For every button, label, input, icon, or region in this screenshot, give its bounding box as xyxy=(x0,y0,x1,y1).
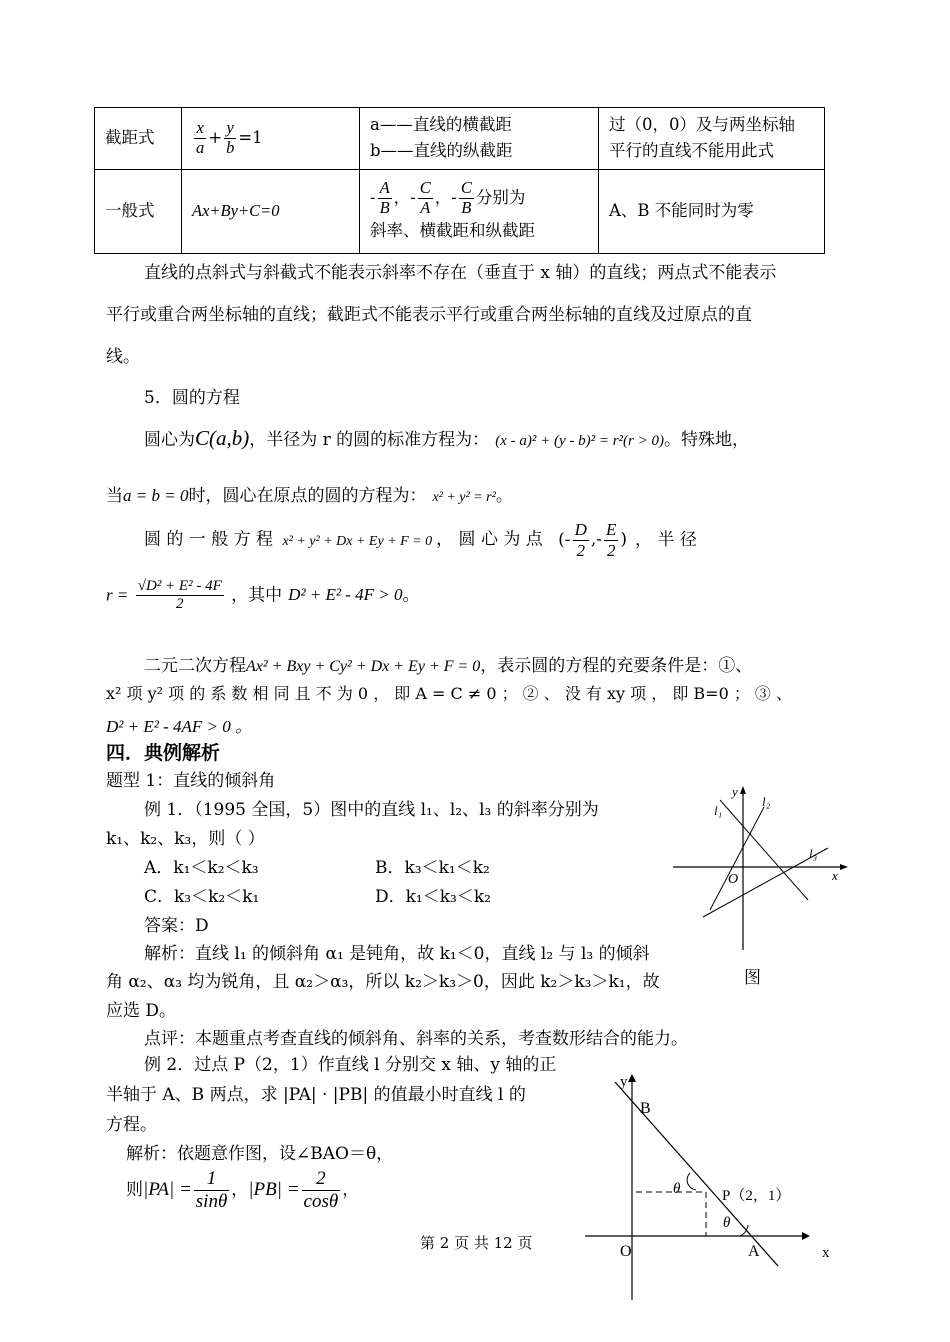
label-b: B xyxy=(640,1100,651,1117)
label-origin: O xyxy=(728,872,739,887)
option-a: A．k₁＜k₂＜k₃ xyxy=(144,858,259,878)
option-c: C．k₃＜k₂＜k₁ xyxy=(144,887,260,907)
para-line: 线。 xyxy=(106,347,140,367)
form-formula: $\frac{x}{a}$ + $\frac{y}{b}$ =1 xyxy=(182,108,360,170)
circle-origin-line: 当a = b = 0时，圆心在原点的圆的方程为： x² + y² = r²。 xyxy=(106,486,513,506)
example-text: 例 2．过点 P（2，1）作直线 l 分别交 x 轴、y 轴的正 xyxy=(144,1055,557,1075)
circle-general-line: 圆 的 一 般 方 程 x² + y² + Dx + Ey + F = 0 ， 圆 心 为 点 (- $\frac{D}{2}$ ,- $\frac{E}{2}$ ) ， 半 径 xyxy=(144,520,697,560)
form-formula: Ax+By+C=0 xyxy=(182,169,360,253)
example2-figure xyxy=(580,1070,840,1302)
label-l2: l₂ xyxy=(762,794,771,809)
line-l2 xyxy=(710,807,764,910)
label-theta-bottom: θ xyxy=(723,1215,731,1231)
form-name: 一般式 xyxy=(95,169,182,253)
line-forms-table xyxy=(94,107,825,254)
label-x: x xyxy=(832,868,838,883)
x-axis-arrow xyxy=(802,1232,810,1240)
answer: 答案：D xyxy=(144,916,209,936)
para-line: 平行或重合两坐标轴的直线；截距式不能表示平行或重合两坐标轴的直线及过原点的直 xyxy=(106,305,752,325)
label-origin: O xyxy=(620,1243,632,1260)
label-y: y xyxy=(732,784,738,799)
label-y: y xyxy=(620,1074,628,1090)
angle-arc-top xyxy=(687,1173,696,1190)
label-l3: l₃ xyxy=(809,846,818,861)
example-text: k₁、k₂、k₃，则（ ） xyxy=(106,829,265,849)
label-theta-top: θ xyxy=(673,1181,681,1197)
analysis-text: 解析：直线 l₁ 的倾斜角 α₁ 是钝角，故 k₁＜0，直线 l₂ 与 l₃ 的倾斜 xyxy=(144,944,650,964)
analysis-text: 应选 D。 xyxy=(106,1001,177,1021)
example-text: 例 1．（1995 全国，5）图中的直线 l₁、l₂、l₃ 的斜率分别为 xyxy=(144,800,599,820)
topic-title: 题型 1：直线的倾斜角 xyxy=(106,771,276,791)
analysis-text: 角 α₂、α₃ 均为锐角，且 α₂＞α₃，所以 k₂＞k₃＞0，因此 k₂＞k₃＞k₁，故 xyxy=(106,972,660,992)
analysis-text: 解析：依题意作图，设∠BAO＝θ， xyxy=(126,1144,394,1164)
para-line: 直线的点斜式与斜截式不能表示斜率不存在（垂直于 x 轴）的直线；两点式不能表示 xyxy=(144,263,777,283)
section-heading: 四．典例解析 xyxy=(106,742,221,764)
condition-line: D² + E² - 4AF > 0 。 xyxy=(106,717,252,736)
y-axis-arrow xyxy=(628,1074,636,1082)
table-row xyxy=(95,169,825,253)
x-axis-arrow xyxy=(840,864,848,870)
label-a: A xyxy=(748,1243,760,1260)
form-note: A、B 不能同时为零 xyxy=(599,169,825,253)
example-text: 方程。 xyxy=(106,1115,157,1135)
radius-line: r = $\frac{\text{√D² + E² - 4F}}{2}$ ，其中 D² + E² - 4F > 0。 xyxy=(106,578,420,613)
section-title: 5．圆的方程 xyxy=(144,388,240,408)
figure-caption: 图 xyxy=(744,968,761,988)
slope-figure xyxy=(668,782,853,954)
comment: 点评：本题重点考查直线的倾斜角、斜率的关系，考查数形结合的能力。 xyxy=(144,1029,688,1049)
example-text: 半轴于 A、B 两点，求 |PA| · |PB| 的值最小时直线 l 的 xyxy=(106,1085,526,1105)
condition-line: x² 项 y² 项 的 系 数 相 同 且 不 为 0 ， 即 A = C ≠ 0 ； ② 、 没 有 xy 项 ， 即 B=0 ； ③ 、 xyxy=(106,684,793,703)
condition-line: 二元二次方程Ax² + Bxy + Cy² + Dx + Ey + F = 0，表示圆的方程的充要条件是：①、 xyxy=(144,656,753,676)
form-meaning: a——直线的横截距 b——直线的纵截距 xyxy=(360,108,599,170)
option-b: B．k₃＜k₁＜k₂ xyxy=(375,858,490,878)
form-name: 截距式 xyxy=(95,108,182,170)
label-p: P（2，1） xyxy=(722,1188,791,1204)
option-d: D．k₁＜k₃＜k₂ xyxy=(375,887,491,907)
page-footer: 第 2 页 共 12 页 xyxy=(420,1234,533,1252)
angle-arc-bottom xyxy=(740,1225,748,1236)
circle-standard-line: 圆心为C(a,b)，半径为 r 的圆的标准方程为： (x - a)² + (y - b)² = r²(r > 0)。特殊地， xyxy=(144,426,749,450)
form-note: 过（0，0）及与两坐标轴 平行的直线不能用此式 xyxy=(599,108,825,170)
label-l1: l₁ xyxy=(714,803,723,818)
table-row xyxy=(95,108,825,170)
formula-line: 则|PA| = $\frac{1}{\sin\theta}$ ，|PB| = $\frac{2}{\cos\theta}$ ， xyxy=(126,1168,360,1212)
y-axis-arrow xyxy=(740,786,746,794)
label-x: x xyxy=(822,1245,830,1261)
form-meaning: - $\frac{A}{B}$ ，- $\frac{C}{A}$ ，- $\frac{C}{B}$ 分别为 斜率、横截距和纵截距 xyxy=(360,169,599,253)
